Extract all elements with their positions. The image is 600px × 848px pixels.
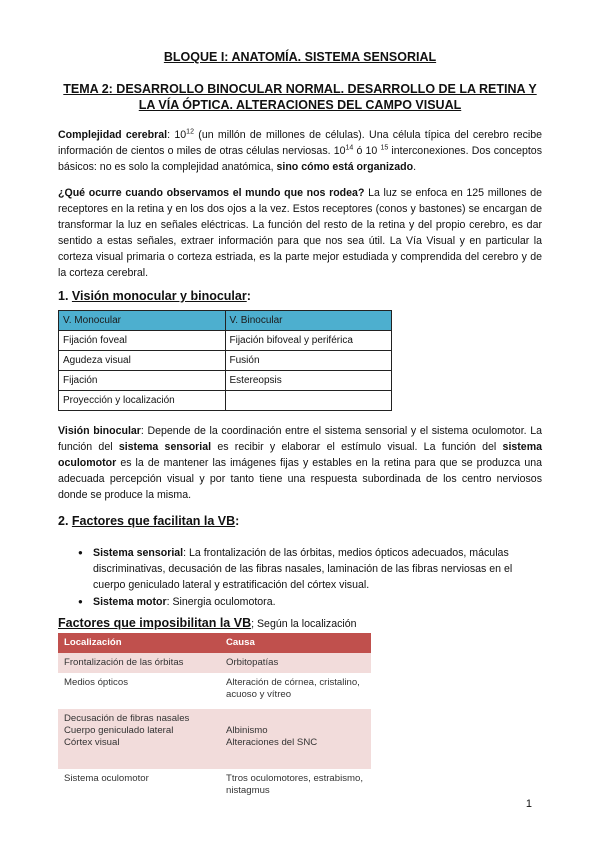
table-row [58, 673, 371, 709]
table-header-cell: Causa [220, 633, 371, 653]
text-span: ó 10 [353, 145, 381, 157]
table-cell: Agudeza visual [59, 351, 226, 371]
table-cell: Fusión [225, 351, 392, 371]
text-span: es la de mantener las imágenes fijas y estables en la retina para que se produzca una adecuada percepción visual y por tanto tiene una respuesta subordinada de los centro nerviosos donde se produce la misma. [58, 457, 542, 501]
table-header-row [59, 311, 392, 331]
table-cell: Sistema oculomotor [58, 769, 220, 805]
impediments-table [58, 633, 371, 805]
table-header-cell: V. Monocular [59, 311, 226, 331]
world-question: ¿Qué ocurre cuando observamos el mundo que nos rodea? [58, 187, 365, 199]
table-row [59, 331, 392, 351]
exponent: 12 [186, 128, 194, 136]
table-cell: Frontalización de las órbitas [58, 653, 220, 673]
vision-table [58, 310, 392, 411]
paragraph-world [58, 185, 542, 281]
table-cell: Fijación bifoveal y periférica [225, 331, 392, 351]
bold-phrase: sino cómo está organizado [276, 161, 414, 173]
text-span: : 10 [167, 129, 187, 141]
paragraph-binocular [58, 423, 542, 503]
text-span: : Depende de la coordinación entre el sistema sensorial y el sistema oculomotor. La función del [58, 425, 542, 453]
list-item [78, 594, 542, 610]
text-span: La luz se enfoca en 125 millones de receptores en la retina y en los dos ojos a la vez. Estos receptores (conos y bastones) se encargan de transformar la luz en señales eléctricas. La función del resto de la retina y del propio cerebro, es dar sentido a estas señales, extraer información para que nos sea útil. La Vía Visual y en particular la corteza visual primaria o corteza estriada, es la parte mejor estudiada y comprendida del cerebro y de la corteza cerebral. [58, 187, 542, 279]
table-row [58, 653, 371, 673]
heading-colon: : [246, 289, 251, 303]
table-header-cell: V. Binocular [225, 311, 392, 331]
heading-number: 1. [58, 289, 72, 303]
page-number: 1 [525, 798, 532, 810]
section-heading-3 [58, 616, 357, 630]
text-span: . [413, 161, 417, 173]
exponent: 15 [380, 144, 389, 152]
table-row [58, 709, 371, 769]
table-cell: Albinismo Alteraciones del SNC [220, 709, 371, 769]
table-row [59, 351, 392, 371]
binocular-lead: Visión binocular [58, 425, 141, 437]
heading-number: 2. [58, 514, 72, 528]
factors-list [78, 545, 542, 611]
section-heading-2 [58, 514, 239, 528]
table-cell: Fijación foveal [59, 331, 226, 351]
table-cell: Proyección y localización [59, 391, 226, 411]
paragraph-complexity [58, 127, 542, 175]
table-cell: Alteración de córnea, cristalino, acuoso y vítreo [220, 673, 371, 709]
bullet-lead: Sistema sensorial [93, 547, 184, 559]
table-cell: Orbitopatías [220, 653, 371, 673]
heading-label: Factores que imposibilitan la VB [58, 616, 252, 630]
table-cell: Medios ópticos [58, 673, 220, 709]
block-title: BLOQUE I: ANATOMÍA. SISTEMA SENSORIAL [163, 50, 437, 64]
table-row [59, 371, 392, 391]
table-cell: Fijación [59, 371, 226, 391]
list-item [78, 545, 542, 593]
table-header-cell: Localización [58, 633, 220, 653]
topic-title: TEMA 2: DESARROLLO BINOCULAR NORMAL. DESARROLLO DE LA RETINA Y LA VÍA ÓPTICA. ALTERACIONES DEL CAMPO VISUAL [63, 82, 537, 112]
complexity-lead: Complejidad cerebral [58, 129, 168, 141]
bold-phrase: sistema oculomotor [58, 441, 543, 469]
table-cell: Decusación de fibras nasales Cuerpo geniculado lateral Córtex visual [58, 709, 220, 769]
text-span: (un millón de millones de células). Una célula típica del cerebro recibe información de cientos o miles de otras células nerviosas. 10 [58, 129, 542, 157]
heading-note: ; Según la localización [251, 618, 357, 630]
table-row [59, 391, 392, 411]
table-row [58, 769, 371, 805]
table-header-row [58, 633, 371, 653]
bullet-text: : La frontalización de las órbitas, medios ópticos adecuados, máculas discriminativas, decusación de las fibras nasales, laminación de las fibras nerviosas en el cuerpo geniculado lateral y estratificación del córtex visual. [93, 547, 513, 591]
heading-label: Factores que facilitan la VB [71, 514, 236, 528]
heading-colon: : [235, 514, 240, 528]
bullet-lead: Sistema motor [93, 596, 167, 608]
bold-phrase: sistema sensorial [118, 441, 212, 453]
table-cell [225, 391, 392, 411]
text-span: es recibir y elaborar el estímulo visual. La función del [211, 441, 503, 453]
exponent: 14 [345, 144, 354, 152]
table-cell: Ttros oculomotores, estrabismo, nistagmus [220, 769, 371, 805]
bullet-text: : Sinergia oculomotora. [166, 596, 276, 608]
table-cell: Estereopsis [225, 371, 392, 391]
text-span: interconexiones. Dos conceptos básicos: no es solo la complejidad anatómica, [58, 145, 542, 173]
section-heading-1 [58, 289, 251, 303]
heading-label: Visión monocular y binocular [71, 289, 247, 303]
